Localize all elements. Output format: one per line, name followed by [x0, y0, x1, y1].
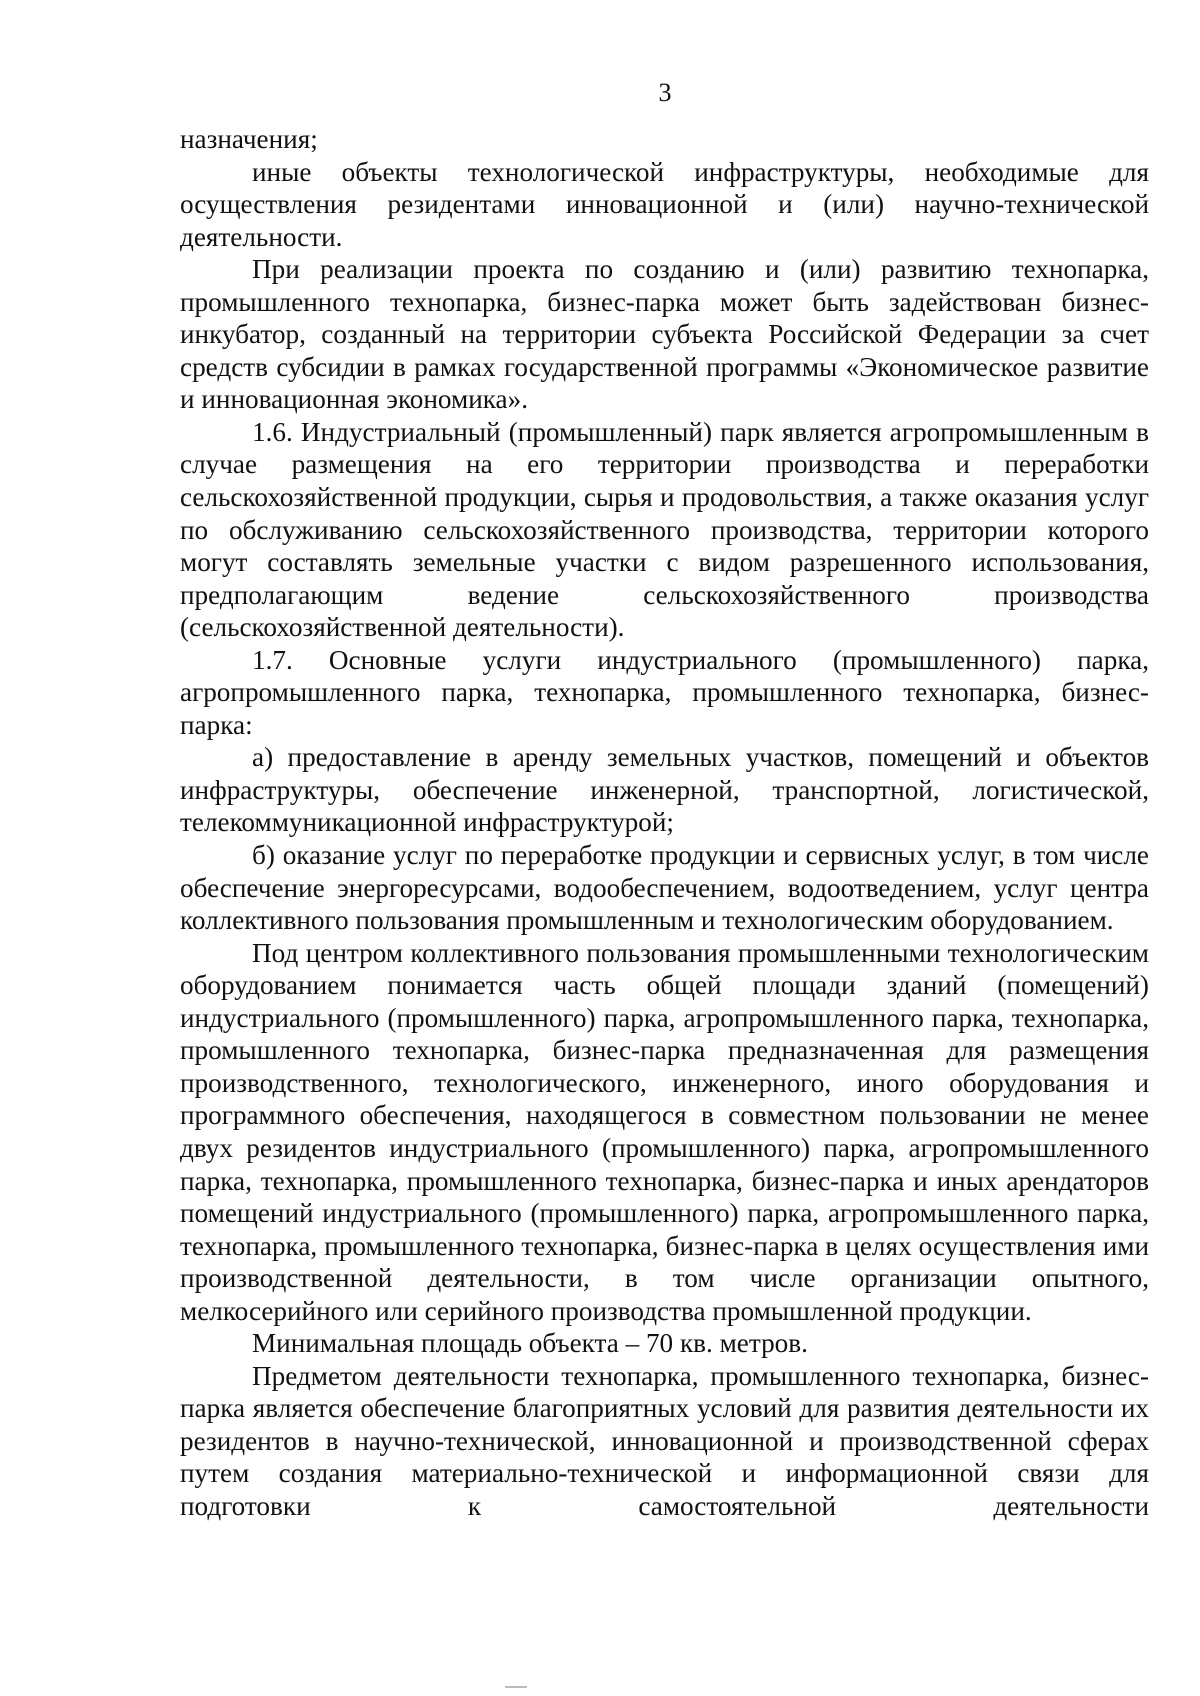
paragraph-section-1-6: 1.6. Индустриальный (промышленный) парк является агропромышленным в случае размещения на его территории производства и переработки сельскохозяйственной продукции, сырья и продовольствия, а также оказания услуг по обслуживанию сельскохозяйственного производства, территории которого могут составлять земельные участки с видом разрешенного использования, предполагающим ведение сельскохозяйственного производства (сельскохозяйственной деятельности). [180, 416, 1149, 643]
paragraph-item-a: а) предоставление в аренду земельных участков, помещений и объектов инфраструктуры, обеспечение инженерной, транспортной, логистической, телекоммуникационной инфраструктурой; [180, 742, 1149, 838]
paragraph-minimum-area: Минимальная площадь объекта – 70 кв. метров. [252, 1328, 808, 1359]
paragraph-subject-of-activity: Предметом деятельности технопарка, промышленного технопарка, бизнес-парка является обеспечение благоприятных условий для развития деятельности их резидентов в научно-технической, инновационной и производственной сферах путем создания материально-технической и информационной связи для подготовки к самостоятельной деятельности [180, 1360, 1149, 1521]
document-body [180, 123, 1149, 1523]
page-number: 3 [658, 78, 672, 107]
paragraph-section-1-7: 1.7. Основные услуги индустриального (промышленного) парка, агропромышленного парка, технопарка, промышленного технопарка, бизнес-парка: [180, 644, 1149, 740]
scan-artifact [505, 1686, 527, 1688]
paragraph-shared-use-center: Под центром коллективного пользования промышленными технологическим оборудованием понимается часть общей площади зданий (помещений) индустриального (промышленного) парка, агропромышленного парка, технопарка, промышленного технопарка, бизнес-парка предназначенная для размещения производственного, технологического, инженерного, иного оборудования и программного обеспечения, находящегося в совместном пользовании не менее двух резидентов индустриального (промышленного) парка, агропромышленного парка, технопарка, промышленного технопарка, бизнес-парка и иных арендаторов помещений индустриального (промышленного) парка, агропромышленного парка, технопарка, промышленного технопарка, бизнес-парка в целях осуществления ими производственной деятельности, в том числе организации опытного, мелкосерийного или серийного производства промышленной продукции. [180, 937, 1149, 1326]
paragraph-other-infrastructure: иные объекты технологической инфраструктуры, необходимые для осуществления резидентами инновационной и (или) научно-технической деятельности. [180, 156, 1149, 252]
paragraph-item-b: б) оказание услуг по переработке продукции и сервисных услуг, в том числе обеспечение энергоресурсами, водообеспечением, водоотведением, услуг центра коллективного пользования промышленным и технологическим оборудованием. [180, 840, 1149, 936]
paragraph-continuation: назначения; [180, 124, 318, 154]
paragraph-business-incubator: При реализации проекта по созданию и (или) развитию технопарка, промышленного технопарка, бизнес-парка может быть задействован бизнес-инкубатор, созданный на территории субъекта Российской Федерации за счет средств субсидии в рамках государственной программы «Экономическое развитие и инновационная экономика». [180, 254, 1149, 415]
